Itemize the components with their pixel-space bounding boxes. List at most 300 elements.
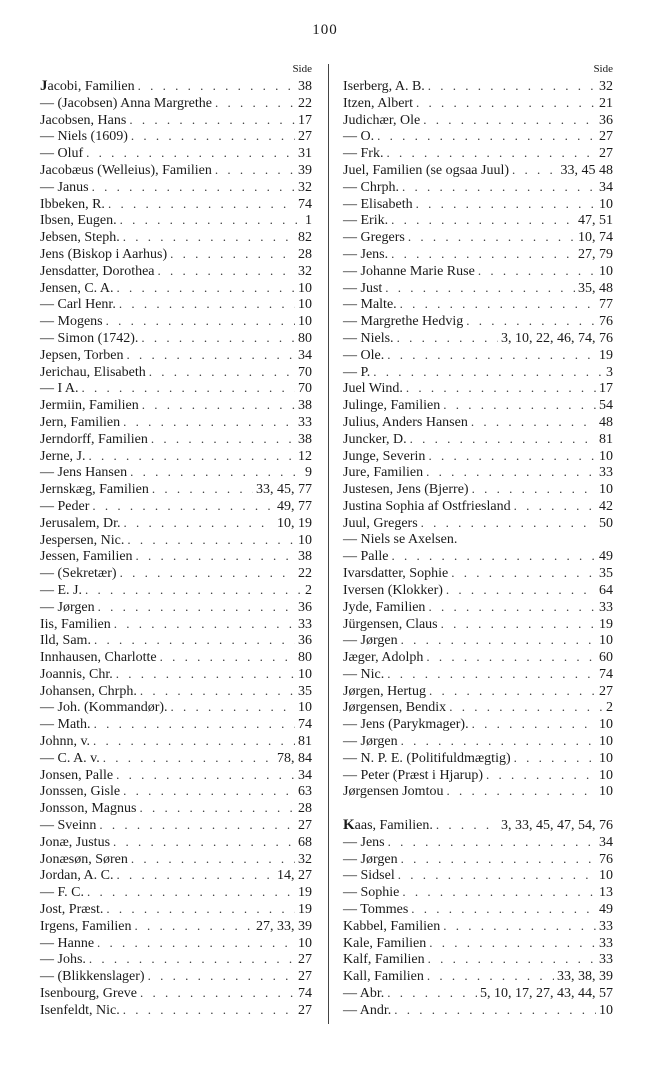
entry-name: Jordan, A. C. bbox=[40, 868, 114, 884]
entry-pages: 27 bbox=[298, 952, 312, 968]
entry-name: Jensdatter, Dorothea bbox=[40, 263, 155, 279]
entry-name: Jens (Biskop i Aarhus) bbox=[40, 246, 168, 262]
index-entry bbox=[343, 884, 613, 901]
entry-name: Jonsson, Magnus bbox=[40, 801, 137, 817]
dot-leader bbox=[99, 817, 295, 834]
entry-name: Kalf, Familien bbox=[343, 952, 425, 968]
index-entry bbox=[40, 985, 312, 1002]
dot-leader bbox=[408, 229, 575, 246]
entry-pages: 54 bbox=[599, 398, 613, 414]
index-entry bbox=[40, 464, 312, 481]
entry-name: — Nic. bbox=[343, 666, 385, 682]
entry-name: Joannis, Chr. bbox=[40, 666, 113, 682]
entry-pages: 60 bbox=[599, 650, 613, 666]
dot-leader bbox=[117, 280, 296, 297]
page-number: 100 bbox=[312, 22, 338, 38]
entry-name: — Abr. bbox=[343, 986, 385, 1002]
entry-pages: 12 bbox=[298, 448, 312, 464]
dot-leader bbox=[136, 548, 295, 565]
dot-leader bbox=[89, 951, 295, 968]
entry-pages: 70 bbox=[298, 381, 312, 397]
entry-pages: 74 bbox=[298, 986, 312, 1002]
entry-name: — (Sekretær) bbox=[40, 566, 117, 582]
entry-pages: 19 bbox=[599, 347, 613, 363]
entry-pages: 10 bbox=[599, 633, 613, 649]
dot-leader bbox=[514, 750, 596, 767]
entry-name: Jacobsen, Hans bbox=[40, 112, 127, 128]
entry-pages: 22 bbox=[298, 95, 312, 111]
dot-leader bbox=[127, 347, 295, 364]
index-entry bbox=[40, 1002, 312, 1019]
index-entry bbox=[40, 532, 312, 549]
entry-pages: 39 bbox=[298, 162, 312, 178]
index-entry bbox=[40, 683, 312, 700]
entry-pages: 38 bbox=[298, 79, 312, 94]
entry-pages: 10 bbox=[298, 666, 312, 682]
index-entry bbox=[40, 78, 312, 95]
index-entry bbox=[343, 834, 613, 851]
entry-pages: 35 bbox=[599, 566, 613, 582]
index-entry bbox=[343, 733, 613, 750]
dot-leader bbox=[449, 699, 603, 716]
dot-leader bbox=[140, 985, 295, 1002]
index-entry bbox=[40, 733, 312, 750]
dot-leader bbox=[106, 901, 295, 918]
index-entry bbox=[40, 632, 312, 649]
index-entry bbox=[343, 599, 613, 616]
index-entry bbox=[343, 968, 613, 985]
entry-name: Jerne, J. bbox=[40, 448, 86, 464]
index-entry bbox=[343, 313, 613, 330]
index-entry bbox=[40, 481, 312, 498]
entry-name: — Math. bbox=[40, 717, 91, 733]
index-entry bbox=[343, 464, 613, 481]
dot-leader bbox=[443, 397, 596, 414]
entry-pages: 42 bbox=[599, 498, 613, 514]
entry-name: Julius, Anders Hansen bbox=[343, 414, 468, 430]
entry-name: — (Jacobsen) Anna Margrethe bbox=[40, 95, 212, 111]
index-entry bbox=[343, 515, 613, 532]
dot-leader bbox=[398, 867, 596, 884]
index-entry bbox=[343, 246, 613, 263]
dot-leader bbox=[401, 632, 596, 649]
entry-pages: 49, 77 bbox=[277, 498, 312, 514]
index-entry bbox=[40, 918, 312, 935]
index-entry bbox=[343, 347, 613, 364]
index-entry bbox=[343, 95, 613, 112]
dot-leader bbox=[141, 330, 295, 347]
entry-name: — Jørgen bbox=[40, 599, 95, 615]
dot-leader bbox=[426, 649, 596, 666]
entry-name: — P. bbox=[343, 364, 371, 380]
dot-leader bbox=[416, 95, 596, 112]
dot-leader bbox=[170, 246, 295, 263]
index-entry bbox=[343, 817, 613, 834]
entry-pages: 14, 27 bbox=[277, 868, 312, 884]
entry-name: — Carl Henr. bbox=[40, 297, 116, 313]
entry-pages: 13 bbox=[599, 885, 613, 901]
dot-leader bbox=[108, 196, 295, 213]
entry-name: — Sidsel bbox=[343, 868, 395, 884]
entry-pages: 49 bbox=[599, 902, 613, 918]
dot-leader bbox=[410, 431, 596, 448]
entry-name: Jost, Præst. bbox=[40, 902, 104, 918]
entry-name: — Oluf bbox=[40, 146, 84, 162]
entry-pages: 10 bbox=[298, 935, 312, 951]
index-entry bbox=[343, 901, 613, 918]
entry-name: — Jens Hansen bbox=[40, 465, 128, 481]
entry-name: Itzen, Albert bbox=[343, 95, 413, 111]
index-entry bbox=[343, 565, 613, 582]
dot-leader bbox=[400, 296, 596, 313]
entry-name: — Sophie bbox=[343, 885, 400, 901]
entry-name: Jyde, Familien bbox=[343, 599, 426, 615]
column-header: Side bbox=[593, 63, 613, 75]
entry-pages: 34 bbox=[599, 834, 613, 850]
index-entry bbox=[343, 867, 613, 884]
entry-pages: 33 bbox=[599, 599, 613, 615]
dot-leader bbox=[158, 263, 295, 280]
entry-name: — Sveinn bbox=[40, 818, 97, 834]
entry-pages: 3, 10, 22, 46, 74, 76 bbox=[501, 330, 613, 346]
entry-pages: 5, 10, 17, 27, 43, 44, 57 bbox=[480, 986, 613, 1002]
entry-name: Kaas, Familien. bbox=[343, 817, 433, 834]
index-entry bbox=[343, 397, 613, 414]
dot-leader bbox=[131, 851, 295, 868]
index-entry bbox=[343, 767, 613, 784]
entry-pages: 17 bbox=[599, 381, 613, 397]
index-entry bbox=[343, 750, 613, 767]
entry-pages: 10 bbox=[298, 280, 312, 296]
entry-pages: 9 bbox=[305, 465, 312, 481]
index-entry bbox=[343, 179, 613, 196]
entry-pages: 34 bbox=[599, 179, 613, 195]
dot-leader bbox=[373, 364, 603, 381]
index-entry bbox=[343, 716, 613, 733]
entry-name: — Jørgen bbox=[343, 633, 398, 649]
dot-leader bbox=[426, 464, 596, 481]
index-entry bbox=[40, 212, 312, 229]
entry-name: — O. bbox=[343, 129, 375, 145]
dot-leader bbox=[94, 716, 295, 733]
entry-pages: 27 bbox=[599, 683, 613, 699]
dot-leader bbox=[120, 565, 295, 582]
dot-leader bbox=[401, 733, 596, 750]
entry-pages: 68 bbox=[298, 834, 312, 850]
entry-name: — Just bbox=[343, 280, 383, 296]
entry-pages: 28 bbox=[298, 801, 312, 817]
entry-name: Ibsen, Eugen. bbox=[40, 213, 117, 229]
entry-name: Juul, Gregers bbox=[343, 515, 418, 531]
index-entry bbox=[343, 431, 613, 448]
dot-leader bbox=[151, 431, 295, 448]
dot-leader bbox=[129, 112, 295, 129]
dot-leader bbox=[114, 616, 295, 633]
entry-name: Juel, Familien (se ogsaa Juul) bbox=[343, 162, 510, 178]
entry-name: Juel Wind. bbox=[343, 381, 403, 397]
dot-leader bbox=[429, 935, 596, 952]
index-entry bbox=[343, 364, 613, 381]
dot-leader bbox=[148, 968, 295, 985]
dot-leader bbox=[401, 851, 596, 868]
dot-leader bbox=[386, 145, 596, 162]
dot-leader bbox=[92, 498, 274, 515]
entry-name: — E. J. bbox=[40, 582, 82, 598]
dot-leader bbox=[387, 985, 477, 1002]
dot-leader bbox=[514, 498, 596, 515]
entry-pages: 35, 48 bbox=[578, 280, 613, 296]
dot-leader bbox=[92, 179, 295, 196]
index-entry bbox=[343, 649, 613, 666]
dot-leader bbox=[140, 683, 295, 700]
dot-leader bbox=[98, 599, 295, 616]
index-entry bbox=[40, 783, 312, 800]
dot-leader bbox=[119, 296, 295, 313]
index-entry bbox=[343, 616, 613, 633]
entry-pages: 27 bbox=[298, 1002, 312, 1018]
entry-pages: 81 bbox=[298, 734, 312, 750]
dot-leader bbox=[139, 800, 295, 817]
entry-name: Jermiin, Familien bbox=[40, 398, 139, 414]
dot-leader bbox=[113, 834, 295, 851]
index-entry bbox=[40, 851, 312, 868]
entry-pages: 28 bbox=[298, 246, 312, 262]
index-entry bbox=[40, 666, 312, 683]
entry-name: Kall, Familien bbox=[343, 969, 424, 985]
dot-leader bbox=[215, 95, 295, 112]
dot-leader bbox=[86, 145, 295, 162]
index-entry bbox=[40, 565, 312, 582]
index-entry bbox=[343, 196, 613, 213]
entry-pages: 10 bbox=[599, 482, 613, 498]
index-entry bbox=[343, 296, 613, 313]
entry-pages: 80 bbox=[298, 330, 312, 346]
entry-pages: 27 bbox=[599, 146, 613, 162]
dot-leader bbox=[387, 666, 596, 683]
entry-name: Iis, Familien bbox=[40, 616, 111, 632]
dot-leader bbox=[215, 162, 295, 179]
dot-leader bbox=[471, 414, 596, 431]
dot-leader bbox=[391, 246, 575, 263]
entry-name: — Hanne bbox=[40, 935, 95, 951]
dot-leader bbox=[160, 649, 295, 666]
entry-name: — Palle bbox=[343, 549, 389, 565]
index-entry bbox=[343, 532, 613, 549]
entry-pages: 3 bbox=[606, 364, 613, 380]
dot-leader bbox=[103, 750, 274, 767]
entry-pages: 64 bbox=[599, 582, 613, 598]
entry-name: Jepsen, Torben bbox=[40, 347, 124, 363]
index-entry bbox=[343, 145, 613, 162]
entry-pages: 27 bbox=[599, 129, 613, 145]
column-header: Side bbox=[292, 63, 312, 75]
dot-leader bbox=[385, 280, 575, 297]
dot-leader bbox=[171, 699, 295, 716]
dot-leader bbox=[429, 683, 596, 700]
entry-name: Iversen (Klokker) bbox=[343, 582, 443, 598]
entry-name: — Ole. bbox=[343, 347, 385, 363]
index-entry bbox=[40, 313, 312, 330]
entry-pages: 74 bbox=[599, 666, 613, 682]
index-entry bbox=[40, 162, 312, 179]
entry-name: Jonsen, Palle bbox=[40, 767, 114, 783]
index-entry bbox=[343, 112, 613, 129]
dot-leader bbox=[466, 313, 596, 330]
index-entry bbox=[40, 330, 312, 347]
entry-pages: 10 bbox=[599, 750, 613, 766]
index-entry bbox=[343, 935, 613, 952]
dot-leader bbox=[123, 1002, 295, 1019]
entry-pages: 38 bbox=[298, 398, 312, 414]
entry-name: Ibbeken, R. bbox=[40, 196, 105, 212]
dot-leader bbox=[472, 481, 596, 498]
index-entry bbox=[40, 599, 312, 616]
entry-name: Jessen, Familien bbox=[40, 549, 133, 565]
dot-leader bbox=[388, 834, 596, 851]
entry-pages: 77 bbox=[599, 297, 613, 313]
entry-name: Jerndorff, Familien bbox=[40, 431, 148, 447]
index-entry bbox=[343, 380, 613, 397]
index-entry bbox=[40, 414, 312, 431]
entry-pages: 63 bbox=[298, 784, 312, 800]
entry-name: — Simon (1742). bbox=[40, 330, 139, 346]
index-entry bbox=[40, 179, 312, 196]
entry-name: — F. C. bbox=[40, 885, 85, 901]
entry-pages: 36 bbox=[298, 633, 312, 649]
index-entry bbox=[40, 935, 312, 952]
entry-name: — Andr. bbox=[343, 1002, 392, 1018]
dot-leader bbox=[392, 548, 597, 565]
entry-name: Kabbel, Familien bbox=[343, 918, 441, 934]
entry-pages: 19 bbox=[599, 616, 613, 632]
index-entry bbox=[40, 834, 312, 851]
dot-leader bbox=[97, 935, 295, 952]
index-entry bbox=[40, 800, 312, 817]
dot-leader bbox=[451, 565, 596, 582]
entry-pages: 47, 51 bbox=[578, 213, 613, 229]
entry-pages: 33, 45 48 bbox=[560, 162, 613, 178]
dot-leader bbox=[486, 767, 596, 784]
dot-leader bbox=[130, 464, 302, 481]
dot-leader bbox=[123, 229, 295, 246]
entry-pages: 10 bbox=[298, 700, 312, 716]
dot-leader bbox=[116, 767, 295, 784]
entry-name: — Jørgen bbox=[343, 851, 398, 867]
index-entry bbox=[343, 1002, 613, 1019]
entry-name: — Jens. bbox=[343, 246, 389, 262]
entry-pages: 31 bbox=[298, 146, 312, 162]
entry-pages: 33 bbox=[599, 465, 613, 481]
entry-name: Ild, Sam. bbox=[40, 633, 91, 649]
entry-pages: 33, 45, 77 bbox=[256, 482, 312, 498]
entry-name: Innhausen, Charlotte bbox=[40, 650, 157, 666]
entry-pages: 34 bbox=[298, 767, 312, 783]
entry-name: — Peder bbox=[40, 498, 90, 514]
entry-name: Ivarsdatter, Sophie bbox=[343, 566, 449, 582]
index-entry bbox=[343, 783, 613, 800]
entry-pages: 10 bbox=[599, 1002, 613, 1018]
dot-leader bbox=[138, 78, 295, 95]
index-entry bbox=[40, 699, 312, 716]
entry-name: — N. P. E. (Politifuldmægtig) bbox=[343, 750, 511, 766]
entry-pages: 10 bbox=[599, 767, 613, 783]
entry-name: Jensen, C. A. bbox=[40, 280, 114, 296]
entry-name: Juncker, D. bbox=[343, 431, 407, 447]
entry-name: Jürgensen, Claus bbox=[343, 616, 438, 632]
index-entry bbox=[40, 364, 312, 381]
dot-leader bbox=[149, 364, 295, 381]
entry-name: Jerusalem, Dr. bbox=[40, 515, 121, 531]
entry-pages: 10 bbox=[599, 263, 613, 279]
index-entry bbox=[40, 296, 312, 313]
entry-name: — (Blikkenslager) bbox=[40, 969, 145, 985]
entry-pages: 33 bbox=[298, 414, 312, 430]
dot-leader bbox=[89, 448, 296, 465]
dot-leader bbox=[120, 212, 302, 229]
entry-name: Jure, Familien bbox=[343, 465, 424, 481]
dot-leader bbox=[123, 414, 295, 431]
index-entry bbox=[40, 498, 312, 515]
index-entry bbox=[343, 985, 613, 1002]
entry-pages: 19 bbox=[298, 902, 312, 918]
entry-name: Judichær, Ole bbox=[343, 112, 421, 128]
entry-pages: 48 bbox=[599, 414, 613, 430]
entry-name: — Jens (Parykmager). bbox=[343, 717, 469, 733]
entry-pages: 10 bbox=[599, 448, 613, 464]
entry-name: — Johs. bbox=[40, 952, 86, 968]
entry-name: — Janus bbox=[40, 179, 89, 195]
index-entry bbox=[40, 582, 312, 599]
entry-pages: 22 bbox=[298, 566, 312, 582]
index-entry bbox=[343, 582, 613, 599]
index-entry bbox=[40, 901, 312, 918]
entry-name: Jernskæg, Familien bbox=[40, 482, 149, 498]
index-entry bbox=[343, 699, 613, 716]
entry-pages: 32 bbox=[599, 79, 613, 94]
entry-pages: 10 bbox=[298, 532, 312, 548]
entry-name: — Erik. bbox=[343, 213, 389, 229]
entry-pages: 81 bbox=[599, 431, 613, 447]
index-entry bbox=[40, 951, 312, 968]
dot-leader bbox=[116, 666, 295, 683]
index-entry bbox=[40, 716, 312, 733]
dot-leader bbox=[423, 112, 596, 129]
dot-leader bbox=[123, 515, 274, 532]
entry-pages: 2 bbox=[606, 700, 613, 716]
entry-name: — Malte. bbox=[343, 297, 397, 313]
entry-name: — Joh. (Kommandør). bbox=[40, 700, 168, 716]
entry-name: Jacobæus (Welleius), Familien bbox=[40, 162, 212, 178]
index-entry bbox=[40, 263, 312, 280]
dot-leader bbox=[135, 918, 253, 935]
index-entry bbox=[343, 448, 613, 465]
entry-pages: 27, 79 bbox=[578, 246, 613, 262]
entry-pages: 74 bbox=[298, 717, 312, 733]
index-entry bbox=[40, 145, 312, 162]
entry-name: — Frk. bbox=[343, 146, 384, 162]
column-divider bbox=[328, 64, 329, 1024]
index-entry bbox=[343, 683, 613, 700]
dot-leader bbox=[441, 616, 596, 633]
index-entry bbox=[40, 750, 312, 767]
index-column-left bbox=[40, 62, 312, 1019]
index-entry bbox=[343, 481, 613, 498]
entry-name: — Jørgen bbox=[343, 734, 398, 750]
entry-name: Isenfeldt, Nic. bbox=[40, 1002, 120, 1018]
entry-name: Junge, Severin bbox=[343, 448, 426, 464]
entry-name: Julinge, Familien bbox=[343, 398, 441, 414]
dot-leader bbox=[394, 1002, 596, 1019]
